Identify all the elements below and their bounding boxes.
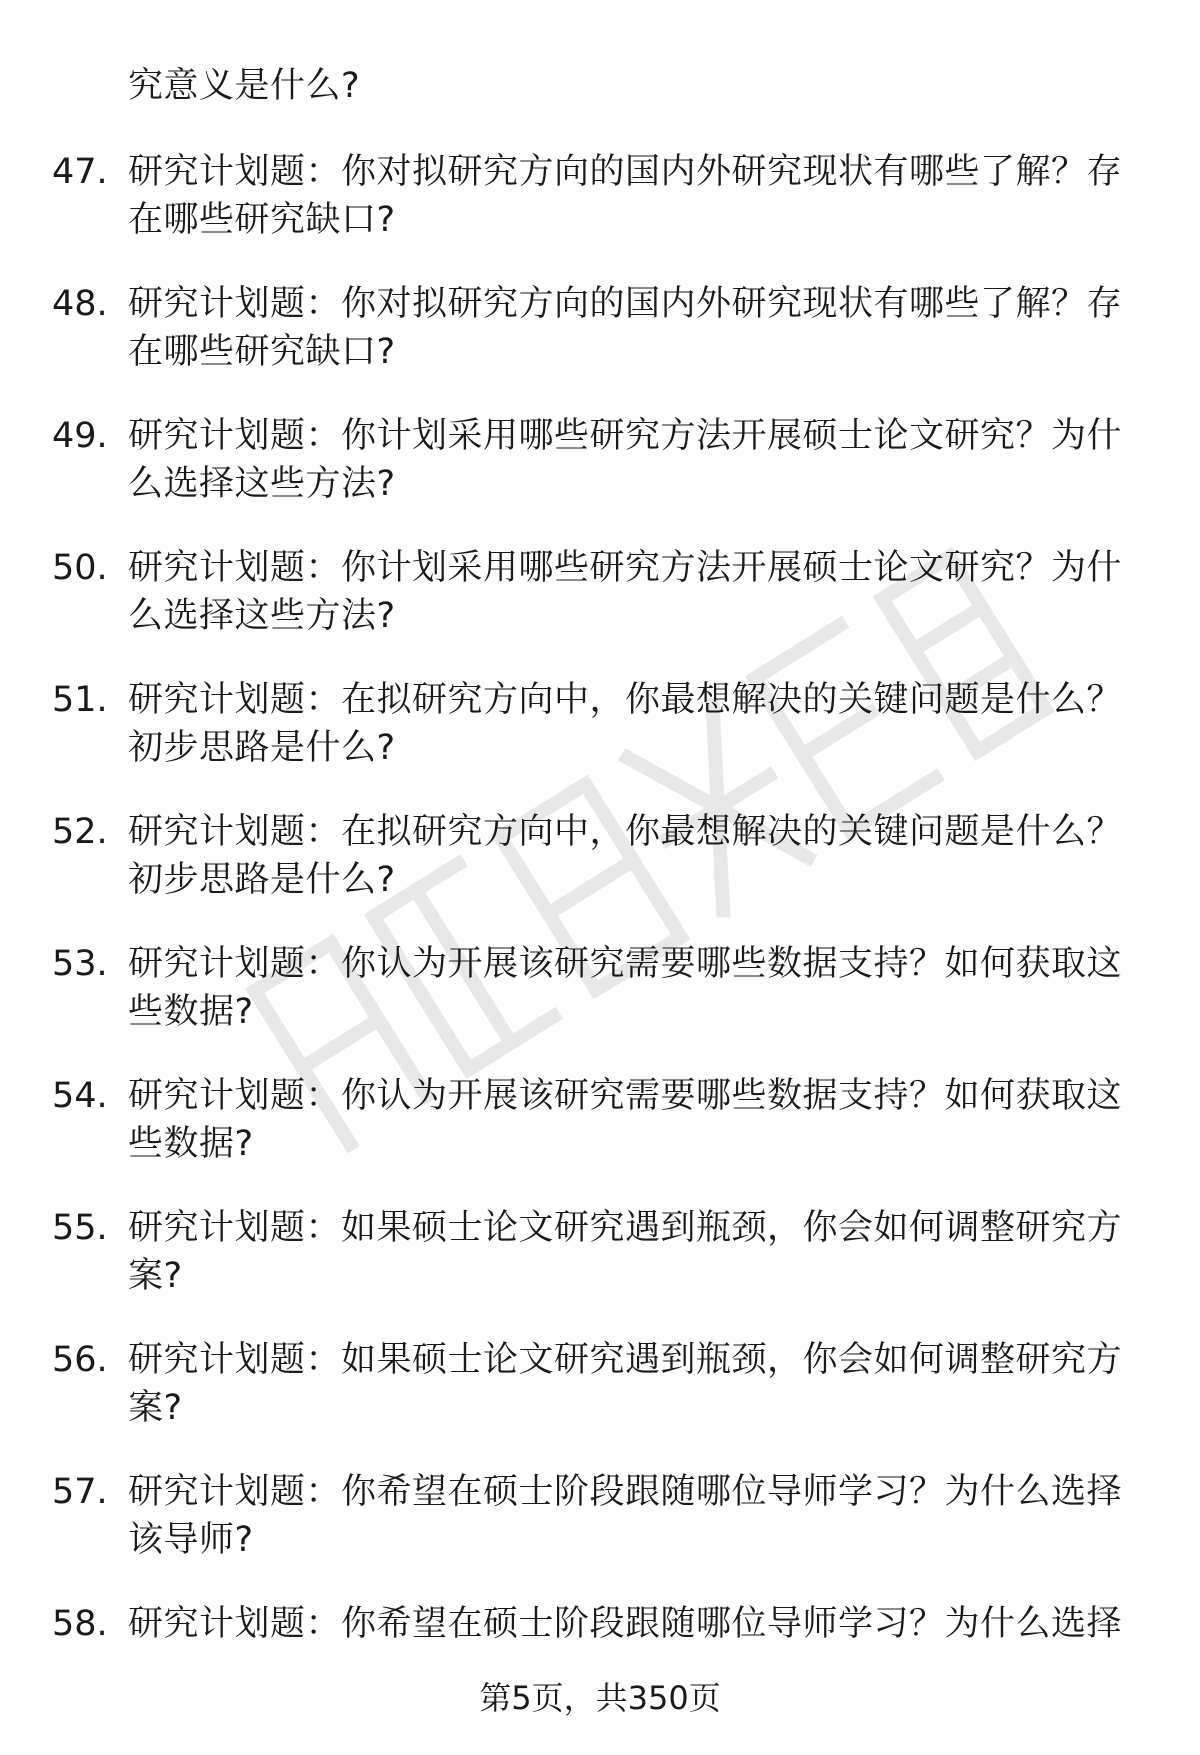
question-number: 50. bbox=[52, 548, 108, 588]
question-item bbox=[0, 280, 1200, 412]
question-number: 57. bbox=[52, 1472, 108, 1512]
question-text: 研究计划题：在拟研究方向中，你最想解决的关键问题是什么？初步思路是什么? bbox=[128, 812, 1123, 900]
question-text: 研究计划题：你认为开展该研究需要哪些数据支持？如何获取这些数据? bbox=[128, 944, 1123, 1032]
question-number: 51. bbox=[52, 680, 108, 720]
question-item bbox=[0, 148, 1200, 280]
question-number: 52. bbox=[52, 812, 108, 852]
continuation-text: 究意义是什么? bbox=[128, 66, 361, 106]
question-item bbox=[0, 1468, 1200, 1600]
question-item bbox=[0, 544, 1200, 676]
question-text: 研究计划题：你计划采用哪些研究方法开展硕士论文研究？为什么选择这些方法? bbox=[128, 416, 1123, 504]
question-number: 56. bbox=[52, 1340, 108, 1380]
question-text: 研究计划题：你认为开展该研究需要哪些数据支持？如何获取这些数据? bbox=[128, 1076, 1123, 1164]
question-number: 58. bbox=[52, 1604, 108, 1644]
question-number: 54. bbox=[52, 1076, 108, 1116]
question-number: 55. bbox=[52, 1208, 108, 1248]
question-number: 48. bbox=[52, 284, 108, 324]
question-list bbox=[0, 148, 1200, 1732]
question-item bbox=[0, 940, 1200, 1072]
question-number: 49. bbox=[52, 416, 108, 456]
question-number: 47. bbox=[52, 152, 108, 192]
question-text: 研究计划题：你希望在硕士阶段跟随哪位导师学习？为什么选择 bbox=[128, 1604, 1123, 1644]
question-text: 研究计划题：如果硕士论文研究遇到瓶颈，你会如何调整研究方案? bbox=[128, 1208, 1123, 1296]
question-item bbox=[0, 676, 1200, 808]
question-item bbox=[0, 808, 1200, 940]
question-text: 研究计划题：你对拟研究方向的国内外研究现状有哪些了解？存在哪些研究缺口? bbox=[128, 152, 1123, 240]
question-number: 53. bbox=[52, 944, 108, 984]
page-footer: 第5页，共350页 bbox=[479, 1679, 721, 1717]
question-item bbox=[0, 1072, 1200, 1204]
question-item bbox=[0, 1204, 1200, 1336]
question-item bbox=[0, 1336, 1200, 1468]
question-item bbox=[0, 412, 1200, 544]
question-text: 研究计划题：你计划采用哪些研究方法开展硕士论文研究？为什么选择这些方法? bbox=[128, 548, 1123, 636]
question-text: 研究计划题：如果硕士论文研究遇到瓶颈，你会如何调整研究方案? bbox=[128, 1340, 1123, 1428]
question-text: 研究计划题：你对拟研究方向的国内外研究现状有哪些了解？存在哪些研究缺口? bbox=[128, 284, 1123, 372]
question-text: 研究计划题：你希望在硕士阶段跟随哪位导师学习？为什么选择该导师? bbox=[128, 1472, 1123, 1560]
question-text: 研究计划题：在拟研究方向中，你最想解决的关键问题是什么？初步思路是什么? bbox=[128, 680, 1123, 768]
